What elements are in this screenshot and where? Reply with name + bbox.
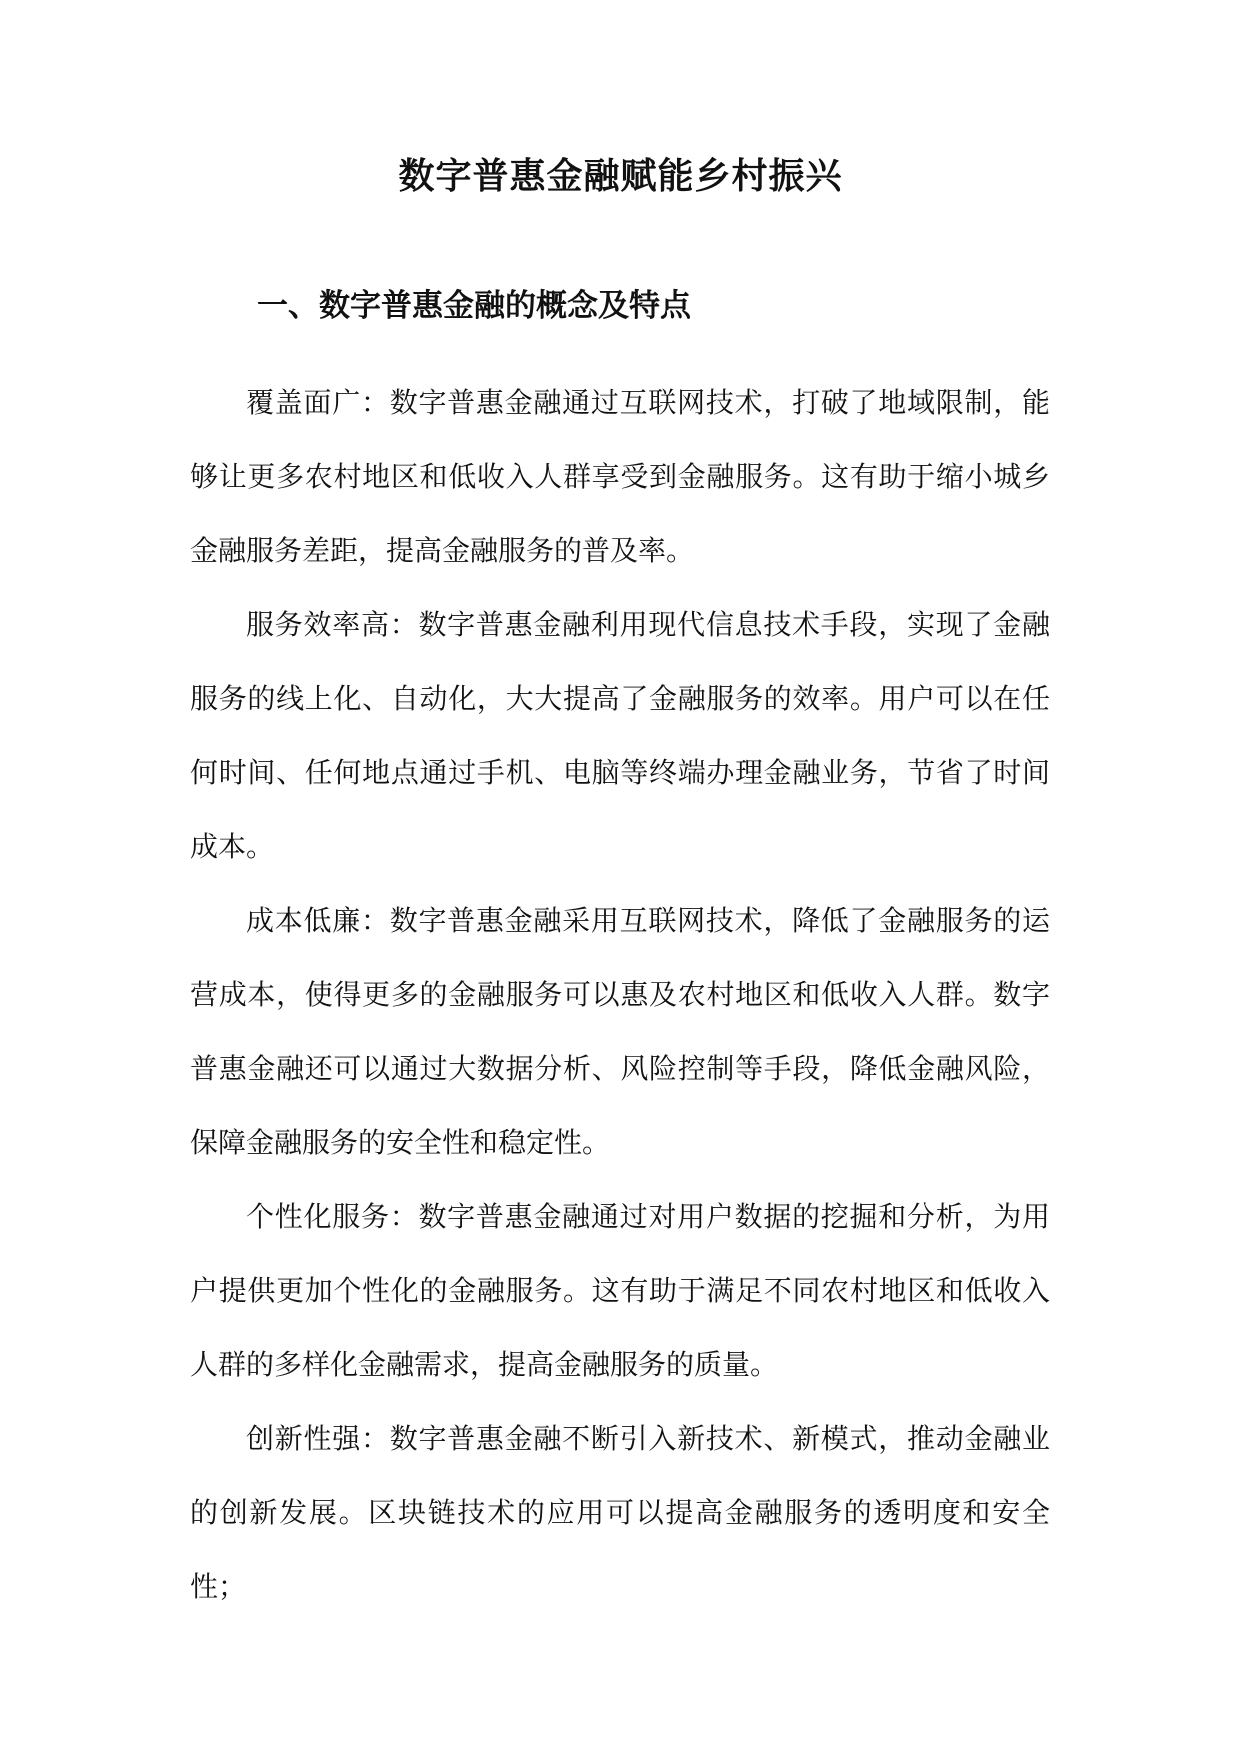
section-heading: 一、数字普惠金融的概念及特点 [257,288,691,324]
document-title: 数字普惠金融赋能乡村振兴 [398,155,843,197]
document-body [190,366,1050,1624]
paragraph-coverage: 覆盖面广：数字普惠金融通过互联网技术，打破了地域限制，能够让更多农村地区和低收入人群享受到金融服务。这有助于缩小城乡金融服务差距，提高金融服务的普及率。 [190,386,1050,567]
paragraph-innovation: 创新性强：数字普惠金融不断引入新技术、新模式，推动金融业的创新发展。区块链技术的应用可以提高金融服务的透明度和安全性； [190,1422,1050,1603]
paragraph-efficiency: 服务效率高：数字普惠金融利用现代信息技术手段，实现了金融服务的线上化、自动化，大大提高了金融服务的效率。用户可以在任何时间、任何地点通过手机、电脑等终端办理金融业务，节省了时间成本。 [190,608,1050,863]
paragraph-personalized: 个性化服务：数字普惠金融通过对用户数据的挖掘和分析，为用户提供更加个性化的金融服务。这有助于满足不同农村地区和低收入人群的多样化金融需求，提高金融服务的质量。 [190,1200,1050,1381]
paragraph-low-cost: 成本低廉：数字普惠金融采用互联网技术，降低了金融服务的运营成本，使得更多的金融服务可以惠及农村地区和低收入人群。数字普惠金融还可以通过大数据分析、风险控制等手段，降低金融风险，保障金融服务的安全性和稳定性。 [190,904,1050,1159]
